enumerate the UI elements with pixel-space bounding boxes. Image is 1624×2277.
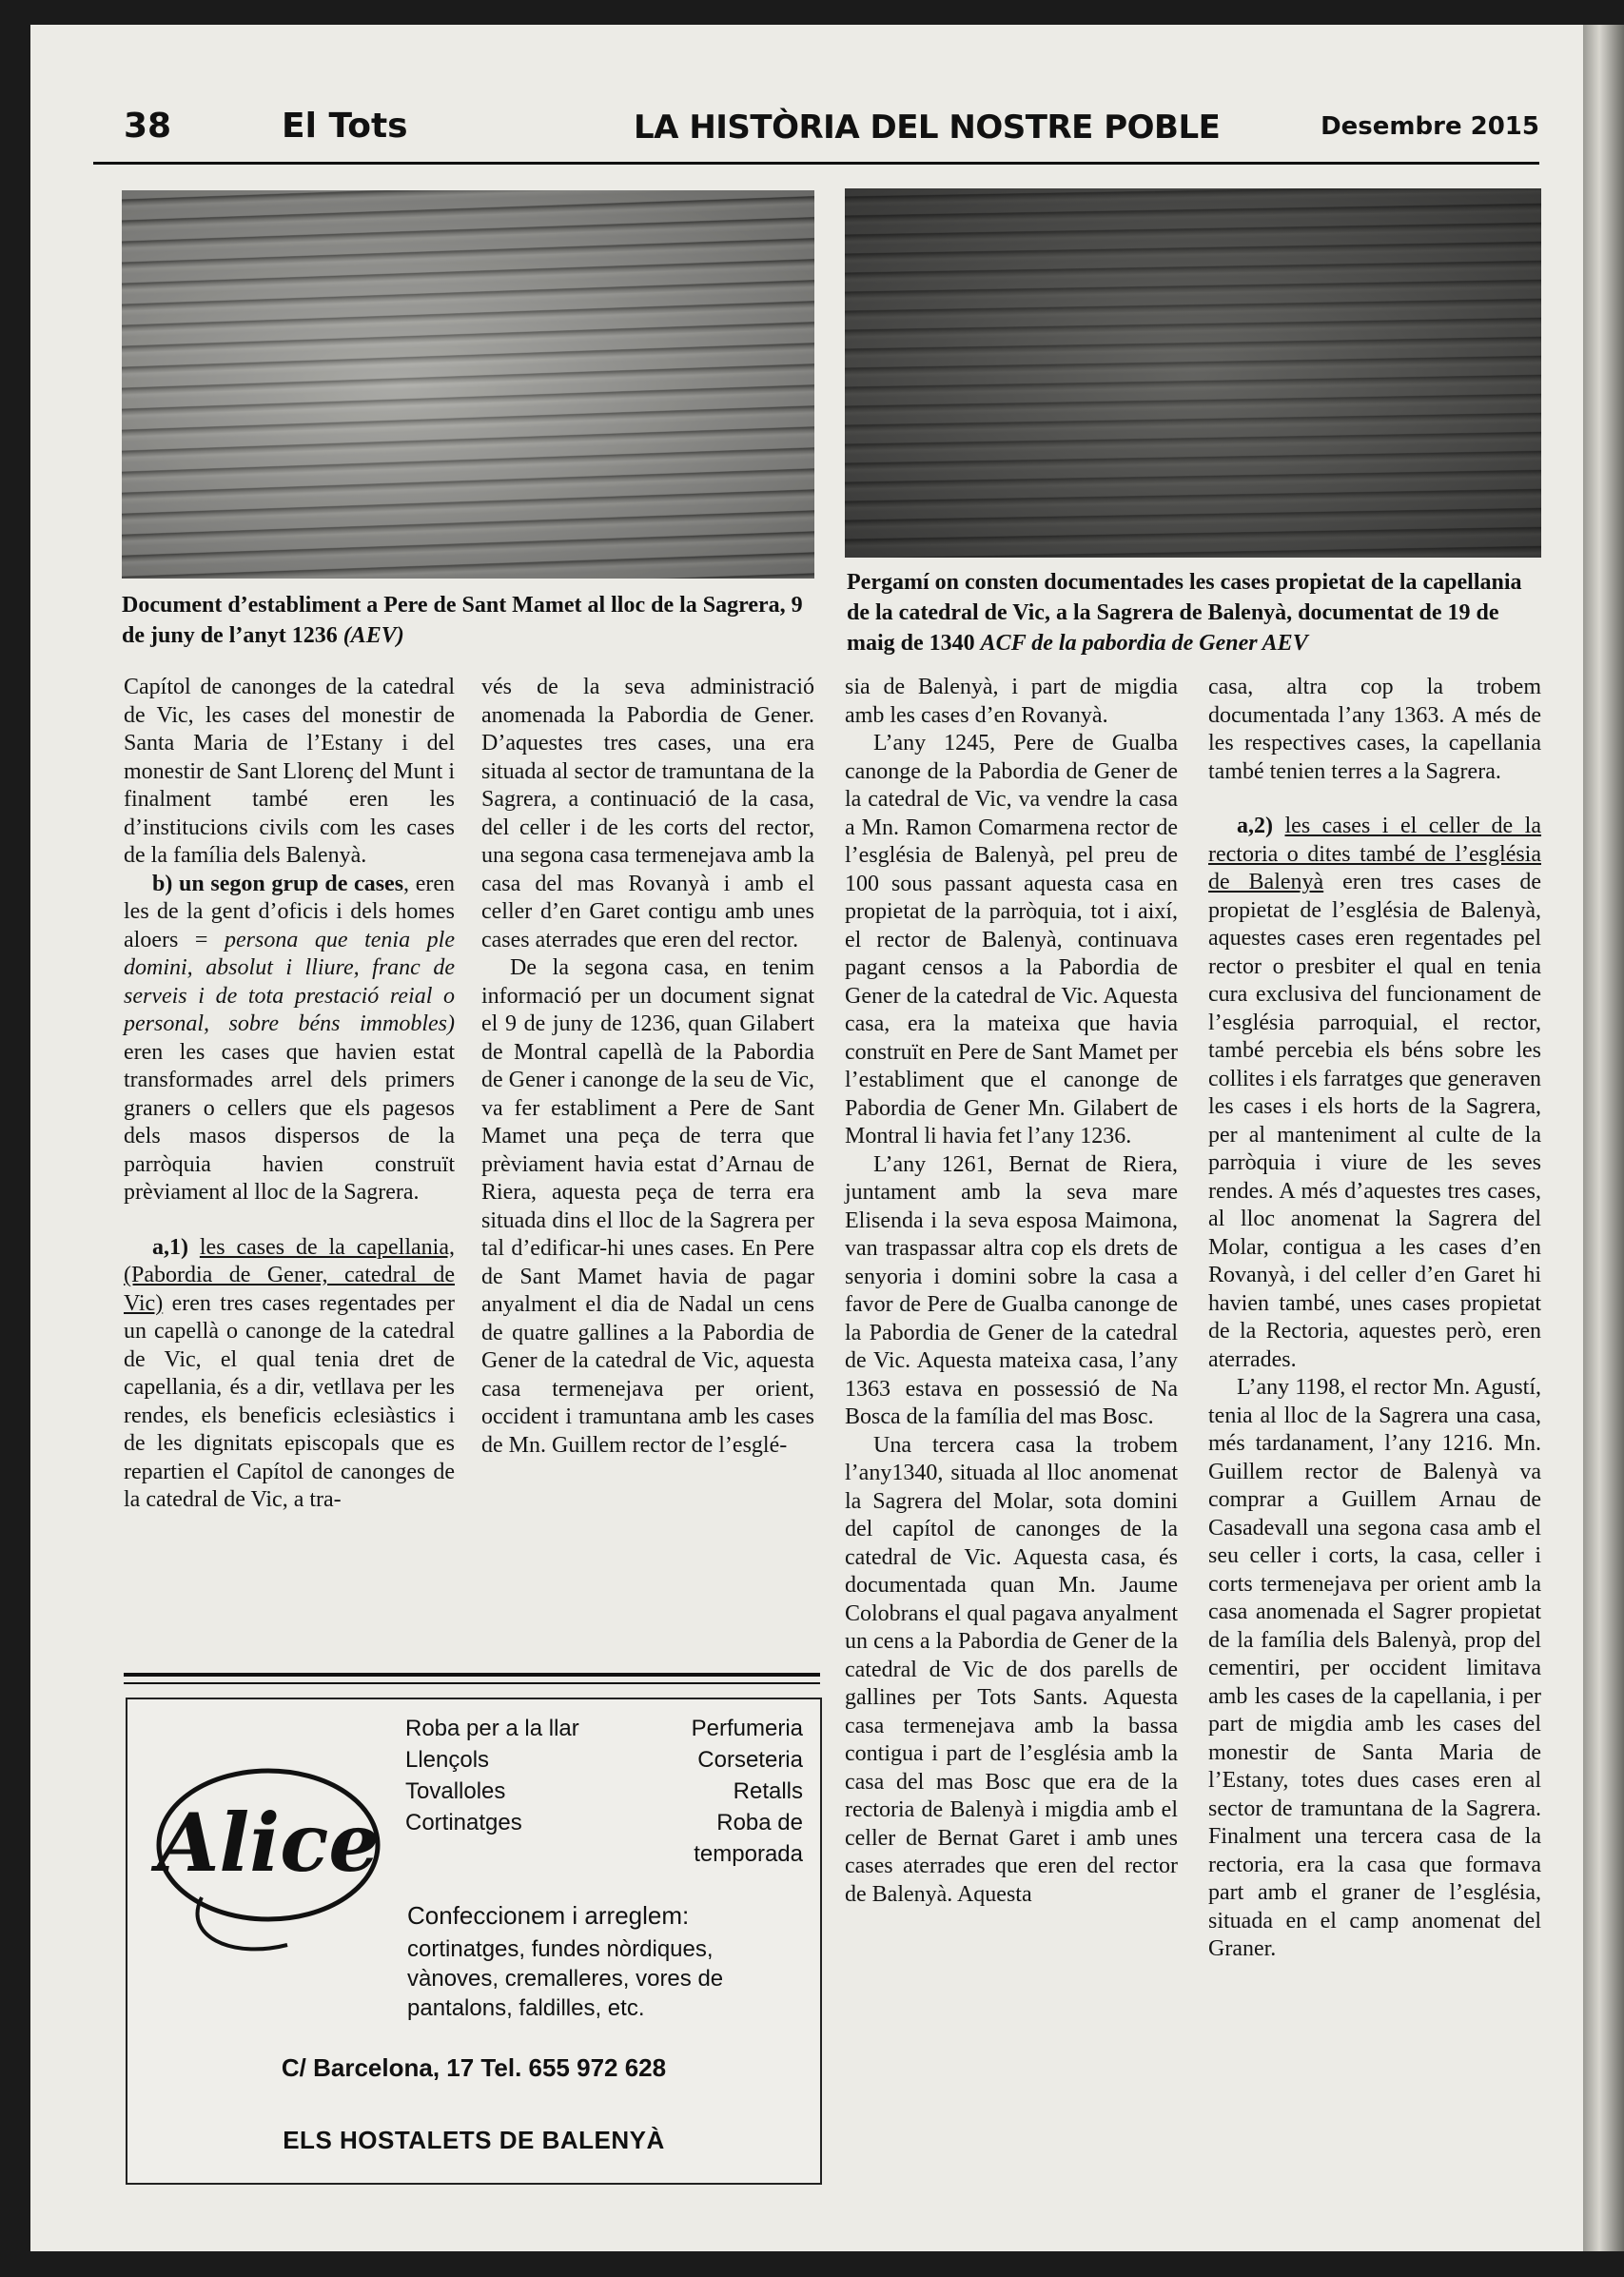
ad-products-right [692,1713,803,1870]
article-column-1 [124,674,455,1515]
paragraph: De la segona casa, en tenim informació per un document signat el 9 de juny de 1236, quan Gilabert de Montral capellà de la Pabordia de Gener i canonge de la seu de Vic, va fer establiment a Pere de Sant Mamet una peça de terra que prèviament havia estat d’Arnau de Riera, aquesta peça de terra era situada dins el lloc de la Sagrera per tal d’edificar-hi unes cases. En Pere de Sant Mamet havia de pagar anyalment el dia de Nadal un cens de quatre gallines a la Pabordia de Gener de la catedral de Vic, aquesta casa termenejava per orient, occident i tramuntana amb les cases de Mn. Guillem rector de l’esglé- [481,955,814,1458]
paragraph-text: eren tres cases regentades per un capellà o canonge de la catedral de Vic, el qual tenia dret de capellania, és a dir, vetllava per les rendes, els beneficis eclesiàstics i de les dignitats episcopals que es repartien el Capítol de canonges de la catedral de Vic, a tra- [124,1290,455,1512]
ad-services [407,1901,807,2023]
paragraph-text: eren tres cases de propietat de l’església de Balenyà, aquestes cases eren regentades pel rector o presbiter el qual en tenia cura exclusiva del funcionament de l’església parroquial, el rector, també percebia els béns sobre les collites i els farratges que generaven les cases i els horts de la Sagrera, per al manteniment al culte de la parròquia i viure de les seves rendes. A més d’aquestes tres cases, al lloc anomenat la Sagrera del Molar, contigua a les cases d’en Rovanyà, i del celler d’en Garet hi havien també, unes cases propietat de la Rectoria, aquestes però, eren aterrades. [1208,870,1541,1372]
paragraph: casa, altra cop la trobem documentada l’any 1363. A més de les respectives cases, la capellania també tenien terres a la Sagrera. [1208,675,1541,784]
paragraph: L’any 1261, Bernat de Riera, juntament amb la seva mare Elisenda i la seva esposa Maimona, van traspassar altra cop els drets de senyoria i domini sobre la casa a favor de Pere de Gualba canonge de la Pabordia de Gener de la catedral de Vic. Aquesta mateixa casa, l’any 1363 estava en possessió de Na Bosca de la família del mas Bosc. [845,1151,1178,1429]
page-number: 38 [124,107,172,146]
ad-item: Corseteria [697,1747,803,1773]
ad-town: ELS HOSTALETS DE BALENYÀ [283,2126,665,2154]
page-edge [1583,25,1624,2251]
heading-b: b) un segon grup de cases [152,871,404,896]
underlined-text: les cases de la capellania, (Pabordia de Gener, catedral de Vic) [124,1234,455,1316]
ad-item: Retalls [733,1778,803,1804]
publication-name: El Tots [282,107,408,146]
ad-item: Roba per a la llar [405,1716,579,1741]
paragraph: L’any 1198, el rector Mn. Agustí, tenia al lloc de la Sagrera una casa, més tardanament, l’any 1216. Mn. Guillem rector de Balenyà va comprar a Guillem Arnau de Casadevall una segona casa amb el seu celler i corts, la casa, celler i corts termenejava per orient amb la casa anomenada el Sagrer propietat de la família dels Balenyà, prop del cementiri, per occident limitava amb les cases de la capellania, i per part de migdia amb les cases del monestir de Santa Maria de l’Estany, totes dues cases eren al sector de tramuntana de la Sagrera. Finalment una tercera casa de la rectoria, era la casa que formava part amb el graner de l’església, situada en el camp anomenat del Graner. [1208,1375,1541,1961]
ad-item: Perfumeria [691,1716,803,1741]
photo1-caption-source: (AEV) [342,623,404,648]
paragraph [124,871,455,1207]
alice-logo [145,1755,392,1964]
underlined-text: les cases i el celler de la rectoria o dites també de l’església de Balenyà [1208,814,1542,894]
ad-top-rule [124,1673,820,1677]
issue-date: Desembre 2015 [1321,112,1539,141]
paragraph-text: eren les cases que havien estat transformades arrel dels primers graners o cellers que els pagesos dels masos dispersos de la parròquia havien construït prèviament al lloc de la Sagrera. [124,1039,455,1205]
definition-text: persona que tenia ple domini, absolut i lliure, franc de serveis i de tota prestació reial o personal, sobre béns immobles) [124,927,455,1036]
ad-services-title: Confeccionem i arreglem: [407,1901,690,1930]
logo-wordmark: Alice [157,1796,380,1890]
paragraph: Una tercera casa la trobem l’any1340, situada al lloc anomenat la Sagrera del Molar, sota domini del capítol de canonges de la catedral de Vic. Aquesta casa, és documentada quan Mn. Jaume Colobrans el qual pagava anyalment un cens a la Pabordia de Gener de la catedral de Vic de dos parells de gallines per Tots Sants. Aquesta casa termenejava amb la bassa contigua i part de l’església amb la casa del mas Bosc que era de la rectoria de Balenyà i migdia amb el celler de Bernat Garet i amb unes cases aterrades que eren del rector de Balenyà. Aquesta [845,1432,1178,1907]
ad-item: Tovalloles [405,1778,506,1804]
paragraph: Capítol de canonges de la catedral de Vic, les cases del monestir de Santa Maria de l’Estany i del monestir de Sant Llorenç del Munt i finalment també eren les d’institucions civils com les cases de la família dels Balenyà. [124,675,455,868]
paragraph: vés de la seva administració anomenada la Pabordia de Gener. D’aquestes tres cases, una era situada al sector de tramuntana de la Sagrera, a continuació de la casa, del celler i de les corts del rector, una segona casa termenejava amb la casa del mas Rovanyà i amb el celler d’en Garet contigu amb unes cases aterrades que eren del rector. [481,675,814,952]
article-column-2 [481,674,814,1460]
document-photo-1236 [122,190,814,579]
paragraph: L’any 1245, Pere de Gualba canonge de la Pabordia de Gener de la catedral de Vic, va vendre la casa a Mn. Ramon Comarmena rector de l’església de Balenyà, pel preu de 100 sous passant aquesta casa en propietat de la parròquia, tot i així, el rector de Balenyà, continuava pagant censos a la Pabordia de Gener de la catedral de Vic. Aquesta casa, era la mateixa que havia construït en Pere de Sant Mamet per l’establiment que el canonge de Pabordia de Gener Mn. Gilabert de Montral li havia fet l’any 1236. [845,731,1178,1148]
article-column-4 [1208,674,1541,1964]
page-header [93,107,1539,165]
ad-services-text: cortinatges, fundes nòrdiques, vànoves, cremalleres, vores de pantalons, faldilles, etc. [407,1936,724,2021]
photo2-caption-text: Pergamí on consten documentades les cases propietat de la capellania de la catedral de Vic, a la Sagrera de Balenyà, documentat de 19 de maig de 1340 [847,570,1522,656]
paragraph-text: , eren les de la gent d’oficis i dels homes aloers = [124,871,455,952]
ad-item: Cortinatges [405,1810,522,1835]
section-title: LA HISTÒRIA DEL NOSTRE POBLE [634,108,1221,147]
paragraph [1208,813,1541,1374]
photo1-caption [122,590,814,651]
parchment-photo-1340 [845,188,1541,558]
heading-a2: a,2) [1237,814,1273,838]
paragraph [124,1234,455,1515]
paragraph: sia de Balenyà, i part de migdia amb les cases d’en Rovanyà. [845,675,1178,728]
heading-a1: a,1) [152,1234,188,1260]
ad-item: Roba de [716,1810,803,1835]
ad-products-left [405,1713,579,1838]
ad-item: temporada [694,1841,803,1867]
ad-top-rule-thin [124,1682,820,1684]
photo1-caption-text: Document d’establiment a Pere de Sant Mamet al lloc de la Sagrera, 9 de juny de l’anyt 1236 [122,593,803,648]
advertisement-alice [126,1698,822,2185]
ad-address: C/ Barcelona, 17 Tel. 655 972 628 [281,2053,667,2082]
photo2-caption-source: ACF de la pabordia de Gener AEV [980,631,1308,656]
ad-item: Llençols [405,1747,490,1773]
photo2-caption [847,567,1541,658]
article-column-3 [845,674,1178,1909]
